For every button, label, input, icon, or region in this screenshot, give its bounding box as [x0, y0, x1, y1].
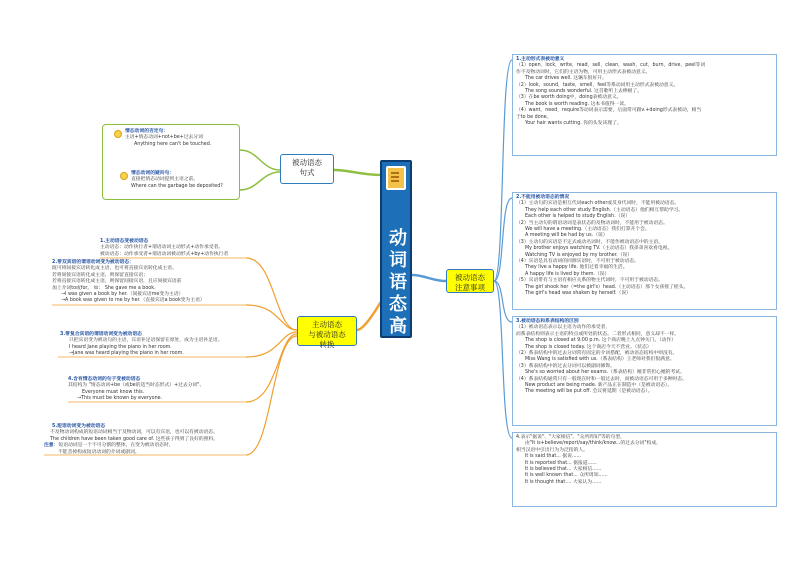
topic-label: 与被动语态	[308, 330, 346, 339]
notes-section-2[interactable]: 2.不能用被动语态的情况 （1）主动句的宾语是相互代词each other或反身代词时，不能用被动语态。 They help each other study English.（主动语态）他们相互帮助学习。 Each other is helped to study English.（误） （2）当主动句的谓语动词是表状态的及物动词时，不能用于被动语态。 We will have a meeting.（主动语态）我们打算开个会。 A meeting will be had by us.（误） （3）主动句的宾语是不定式或动名词时，不能作被动语态中的主语。 My brother enjoys watching TV.（主动语态）我弟弟喜欢看电视。 Watching TV is enjoyed by my brother.（误） （4）宾语是具有动词的同源宾语时，不可用于被动语态。 They live a happy life. 他们过着幸福的生活。 A happy life is lived by them.（误） （5）宾语带有与主语有相应关系的物主代词时，不可用于被动语态。 The girl shook her（=the girl's）head.（主动语态）那个女孩摇了摇头。 The girl's head was shaken by herself.（误）	[516, 195, 689, 297]
lightbulb-icon	[114, 130, 122, 138]
central-topic-title: 动词语态高频考点	[389, 228, 408, 403]
topic-label: 注意事项	[455, 283, 485, 292]
topic-active-passive-conversion[interactable]	[297, 316, 357, 349]
book-icon	[386, 166, 406, 190]
convert-section-5[interactable]: 5.短语动词变为被动语态 不及物动词构成的短语动词相当于及物动词，可以有宾语，也可以有被动语态。 The children have been taken good care of. 这些孩子得到了良好的照料。 注意：短语动词是一个不可分割的整体，在变为被动语态时， 不能丢掉构成短语动词的介词或副词。	[44, 424, 219, 455]
convert-section-3[interactable]: 3.带复合宾语的谓语动词变为被动语态 只把宾语变为被动句的主语，宾语补足语保留在原处，成为主语补足语。 I heard Jane playing the piano in her room. →Jane was heard playing the piano in her room.	[60, 332, 223, 357]
note-label: 注意	[44, 443, 54, 449]
lightbulb-icon	[120, 172, 128, 180]
topic-label: 被动语态	[292, 158, 322, 167]
notes-section-4[interactable]: 4.表示"据说"、"大家相信"、"众所周知"等的句型， 由"It is+believe/report/say/think/know...的过去分词"构成， 相当汉语中引出行为为泛指的人。 It is said that... 据说...... It is reported that... 据报道...... It is believed that... 大家相信...... It is well known that... 众所周知...... It is thought that.... 大家认为......	[516, 435, 661, 485]
topic-passive-notes[interactable]	[446, 269, 494, 293]
modal-negative-note[interactable]: 情态动词的否定句： 主语+情态动词+not+be+过去分词 Anything here can't be touched.	[125, 129, 212, 147]
convert-section-2[interactable]: 2.带双宾语的谓语动词变为被动语态： 既可将间接宾语转化成主语，也可将直接宾语转化成主语。 若将间接宾语转化成主语，则保留直接宾语； 若将直接宾语转化成主语，则保留间接宾语，且应间接宾语前 加上介词to或for。 如： She gave me a book. →I was given a book by her.（间接宾语me变为主语） →A book was given to me by her.（直接宾语a book变为主语）	[52, 260, 205, 304]
topic-label: 句式	[299, 168, 315, 177]
topic-label: 主动语态	[312, 320, 342, 329]
topic-label: 转换	[319, 340, 335, 349]
modal-question-note[interactable]: 情态动词的疑问句： 直接把情态动词提到主语之前。 Where can the garbage be deposited?	[131, 171, 223, 189]
topic-passive-sentence-form[interactable]	[280, 154, 334, 184]
topic-label: 被动语态	[455, 273, 485, 282]
notes-section-3[interactable]: 3.被动语态和系表结构的区别 （1）被动语态表示以主语为动作的承受者， 而系表结构则表示主语的特点或所处的状态。二者形式相同，意义却不一样。 The shop is closed at 9:00 p.m. 这个商店晚上九点钟关门。（动作） The shop is closed today. 这个商店今天不营业。（状态） （2）系表结构中的过去分词常有固定的介词搭配，被动语态结构中则没有。 Miss Wang is satisfied with us.（系表结构）王老师对我们很满意。 （3）系表结构中的过去分词可以被副词修饰。 She's so worried about her exams.（系表结构）她非常担心她的考试。 （4）系表结构通常只有一般现在时和一般过去时，而被动语态可用于多种时态。 New product are being made. 新产品正在制造中（是被动语态）。 The meeting will be put off. 会议将延期（是被动语态）。	[516, 319, 687, 395]
convert-section-4[interactable]: 4.含有情态动词的句子变被动语态 其结构为 "情态动词+be（或be的适当时态形式）+过去分词"。 Everyone must know this. →This must be known by everyone.	[68, 377, 205, 402]
notes-section-1[interactable]: 1.主动形式表被动意义 （1）open，lock，write，read，sell，clean，wash，cut，burn，drive，peel等词 作不及物动词时，它们的主语为物，可用主动形式表被动意义。 The car drives well. 这辆车很好开。 （2）look，sound，taste，smell，feel等系动词用主动形式表被动意义。 The song sounds wonderful. 这首歌听上去棒极了。 （3）在be worth doing中，doing表被动意义。 The book is worth reading. 这本书值得一读。 （4）want，need，require等动词表示需要，后面常可跟v.+doing形式表被动，相当 于to be done。 Your hair wants cutting. 你的头发该理了。	[516, 57, 706, 127]
central-topic[interactable]	[380, 160, 412, 403]
convert-section-1[interactable]: 1.主动语态变被动语态 主动语态：动作执行者+谓语动词主动形式+动作承受者。 被动语态：动作承受者+谓语动词被动形式+by+动作执行者	[100, 239, 229, 257]
